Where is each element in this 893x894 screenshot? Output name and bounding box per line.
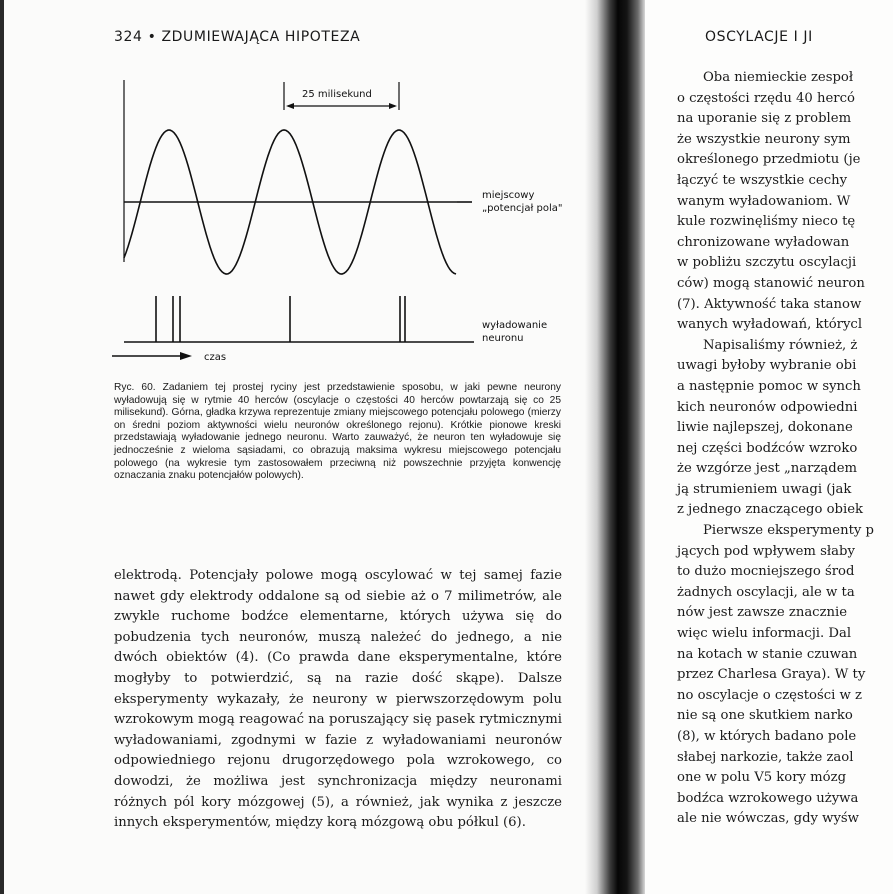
- text-line: to dużo mocniejszego środ: [677, 564, 855, 580]
- text-line: słabej narkozie, także zaol: [677, 749, 854, 765]
- neuron-spikes: [156, 296, 405, 342]
- interval-arrowhead-left: [286, 103, 294, 109]
- body-text-left: [114, 566, 562, 834]
- running-head-right: OSCYLACJE I JI: [705, 29, 813, 45]
- text-line: wanym wyładowaniom. W: [677, 193, 851, 209]
- text-line: liwie najlepszej, dokonane: [677, 420, 853, 436]
- text-line: nów jest zawsze znacznie: [677, 605, 848, 621]
- text-line: ców) mogą stanowić neuron: [677, 275, 865, 291]
- text-line: one w polu V5 kory mózg: [677, 770, 847, 786]
- text-line: (8), w których badano pole: [677, 729, 857, 744]
- text-line: ale nie wówczas, gdy wyśw: [677, 811, 859, 827]
- text-line: łączyć te wszystkie cechy: [677, 172, 848, 188]
- text-line: przez Charlesa Graya). W ty: [677, 667, 866, 683]
- interval-arrowhead-right: [389, 103, 397, 109]
- time-label: czas: [204, 352, 227, 363]
- text-line: żadnych oscylacji, ale w ta: [677, 584, 855, 600]
- time-arrowhead: [180, 352, 192, 360]
- text-line: że wszystkie neurony sym: [677, 131, 851, 147]
- text-line: kule rozwinęliśmy nieco tę: [677, 214, 856, 230]
- text-line: wanych wyładowań, którycl: [677, 317, 863, 333]
- running-head-left: 324 • ZDUMIEWAJĄCA HIPOTEZA: [114, 29, 361, 45]
- interval-label: 25 milisekund: [302, 89, 372, 100]
- text-line: określonego przedmiotu (je: [677, 152, 861, 168]
- text-line: no oscylacje o częstości w z: [677, 687, 862, 703]
- text-line: o częstości rzędu 40 hercó: [677, 90, 855, 106]
- text-line: Pierwsze eksperymenty p: [703, 523, 874, 539]
- text-line: na uporanie się z problem: [677, 111, 852, 127]
- spike-label-line-1: wyładowanie: [482, 320, 548, 331]
- text-line: jących pod wpływem słaby: [677, 543, 855, 559]
- figure-caption: Ryc. 60. Zadaniem tej prostej ryciny jest przedstawienie sposobu, w jaki pewne neurony wyładowują się w rytmie 40 herców (oscylacje o częstości 40 herców powtarzają się co 25 milisekund). Górna, gładka krzywa reprezentuje zmiany miejscowego potencjału polowego (mierzy on średni poziom aktywności wielu neuronów określonego rejonu). Krótkie pionowe kreski przedstawiają wyładowanie jednego neuronu. Warto zauważyć, że neuron ten wyładowuje się jednocześnie z wieloma sąsiadami, co obrazują maksima wykresu miejscowego potencjału polowego (na wykresie tym zastosowałem przeciwną niż powszechnie przyjęta konwencję oznaczania znaku potencjałów polowych).: [114, 382, 561, 482]
- text-line: z jednego znaczącego obiek: [677, 502, 864, 518]
- body-paragraph: elektrodą. Potencjały polowe mogą oscylować w tej samej fazie nawet gdy elektrody oddalone są od siebie aż o 7 milimetrów, ale zwykle ruchome bodźce elementarne, których używa się do pobudzenia tych neuronów, muszą należeć do jednego, a nie dwóch obiektów (4). (Co prawda dane eksperymentalne, które mogłyby to potwierdzić, są na razie dość skąpe). Dalsze eksperymenty wykazały, że neurony w pierwszorzędowym polu wzrokowym mogą reagować na poruszający się pasek rytmicznymi wyładowaniami, zgodnymi w fazie z wyładowaniami neuronów odpowiedniego rejonu drugorzędowego pola wzrokowego, co dowodzi, że możliwa jest synchronizacja między neuronami różnych pól kory mózgowej (5), a również, jak wynika z jeszcze innych eksperymentów, między korą mózgową obu półkul (6).: [114, 568, 562, 831]
- book-spine-shadow: [585, 0, 645, 894]
- spike-label-line-2: neuronu: [482, 333, 524, 344]
- text-line: uwagi byłoby wybranie obi: [677, 358, 857, 374]
- text-line: na kotach w stanie czuwan: [677, 646, 858, 662]
- text-line: bodźca wzrokowego używa: [677, 790, 859, 806]
- text-line: Oba niemieckie zespoł: [703, 70, 854, 85]
- text-line: Napisaliśmy również, ż: [703, 337, 858, 353]
- text-line: że wzgórze jest „narządem: [677, 461, 858, 477]
- text-line: a następnie pomoc w synch: [677, 378, 861, 394]
- text-line: chronizowane wyładowan: [677, 234, 850, 250]
- text-line: w pobliżu szczytu oscylacji: [677, 255, 857, 271]
- right-page: [645, 0, 893, 894]
- text-line: więc wielu informacji. Dal: [677, 626, 852, 642]
- text-line: ją strumieniem uwagi (jak: [677, 481, 852, 497]
- text-line: kich neuronów odpowiedni: [677, 399, 858, 415]
- text-line: (7). Aktywność taka stanow: [677, 296, 862, 312]
- wave-label-line-2: „potencjał pola": [482, 203, 563, 214]
- page-edge-shadow: [0, 0, 4, 894]
- wave-label-line-1: miejscowy: [482, 190, 535, 201]
- text-line: nej części bodźców wzroko: [677, 440, 858, 456]
- oscillation-figure: [112, 80, 572, 375]
- body-text-right: [677, 68, 893, 830]
- text-line: nie są one skutkiem narko: [677, 708, 853, 724]
